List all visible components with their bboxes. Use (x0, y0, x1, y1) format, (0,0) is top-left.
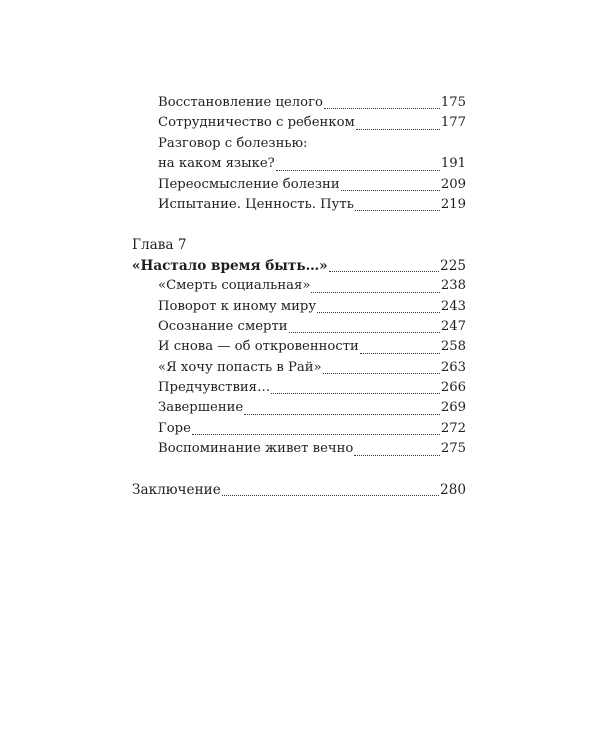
toc-entry (158, 113, 466, 133)
toc-entry-title: «Смерть социальная» (158, 276, 310, 296)
toc-entry (158, 358, 466, 378)
dot-leader (354, 454, 439, 456)
toc-entry-page: 269 (441, 398, 466, 418)
toc-entry-page: 209 (441, 175, 466, 195)
dot-leader (355, 209, 440, 211)
toc-entry-title: «Я хочу попасть в Рай» (158, 358, 322, 378)
chapter-title-entry (132, 256, 466, 276)
conclusion-title: Заключение (132, 480, 221, 500)
toc-entry-page: 219 (441, 195, 466, 215)
dot-leader (356, 128, 440, 130)
conclusion-entry (132, 480, 466, 500)
dot-leader (329, 270, 439, 272)
toc-entry-title: Воспоминание живет вечно (158, 439, 353, 459)
chapter-title: «Настало время быть…» (132, 256, 328, 276)
toc-entry (158, 195, 466, 215)
dot-leader (360, 352, 440, 354)
chapter-label: Глава 7 (132, 237, 187, 254)
dot-leader (323, 372, 440, 374)
toc-entry-page: 191 (441, 154, 466, 174)
dot-leader (311, 291, 439, 293)
dot-leader (289, 331, 440, 333)
toc-entry-title: Осознание смерти (158, 317, 288, 337)
toc-entry-title-line1: Разговор с болезнью: (158, 135, 308, 151)
toc-entry-title: И снова — об откровенности (158, 337, 359, 357)
conclusion-page: 280 (440, 480, 466, 500)
dot-leader (276, 169, 440, 171)
table-of-contents (132, 93, 466, 500)
toc-entry-page: 247 (441, 317, 466, 337)
toc-entry-page: 238 (441, 276, 466, 296)
toc-entry-title: Горе (158, 419, 191, 439)
dot-leader (222, 494, 439, 496)
toc-entry-page: 263 (441, 358, 466, 378)
toc-entry-page: 258 (441, 337, 466, 357)
spacer (132, 460, 466, 480)
toc-entry-title: Восстановление целого (158, 93, 323, 113)
toc-entry-title: Сотрудничество с ребенком (158, 113, 355, 133)
toc-entry (158, 276, 466, 296)
chapter-page: 225 (440, 256, 466, 276)
toc-entry (158, 337, 466, 357)
toc-entry (158, 175, 466, 195)
toc-entry (158, 154, 466, 174)
toc-entry-title: на каком языке? (158, 154, 275, 174)
toc-entry-title: Испытание. Ценность. Путь (158, 195, 354, 215)
toc-entry (158, 297, 466, 317)
dot-leader (317, 311, 440, 313)
toc-entry-page: 175 (441, 93, 466, 113)
toc-entry-title: Поворот к иному миру (158, 297, 316, 317)
toc-entry (158, 93, 466, 113)
toc-entry-title: Предчувствия… (158, 378, 270, 398)
dot-leader (271, 392, 440, 394)
toc-entry-page: 177 (441, 113, 466, 133)
toc-entry-page: 266 (441, 378, 466, 398)
dot-leader (192, 433, 440, 435)
toc-entry-title: Переосмысление болезни (158, 175, 340, 195)
toc-entry-page: 272 (441, 419, 466, 439)
toc-entry (158, 398, 466, 418)
toc-entry (158, 317, 466, 337)
dot-leader (244, 413, 440, 415)
toc-entry (158, 439, 466, 459)
toc-entry (158, 419, 466, 439)
dot-leader (341, 189, 440, 191)
toc-entry-page: 243 (441, 297, 466, 317)
toc-entry-title: Завершение (158, 398, 243, 418)
toc-entry-page: 275 (441, 439, 466, 459)
toc-entry (158, 378, 466, 398)
dot-leader (324, 107, 440, 109)
